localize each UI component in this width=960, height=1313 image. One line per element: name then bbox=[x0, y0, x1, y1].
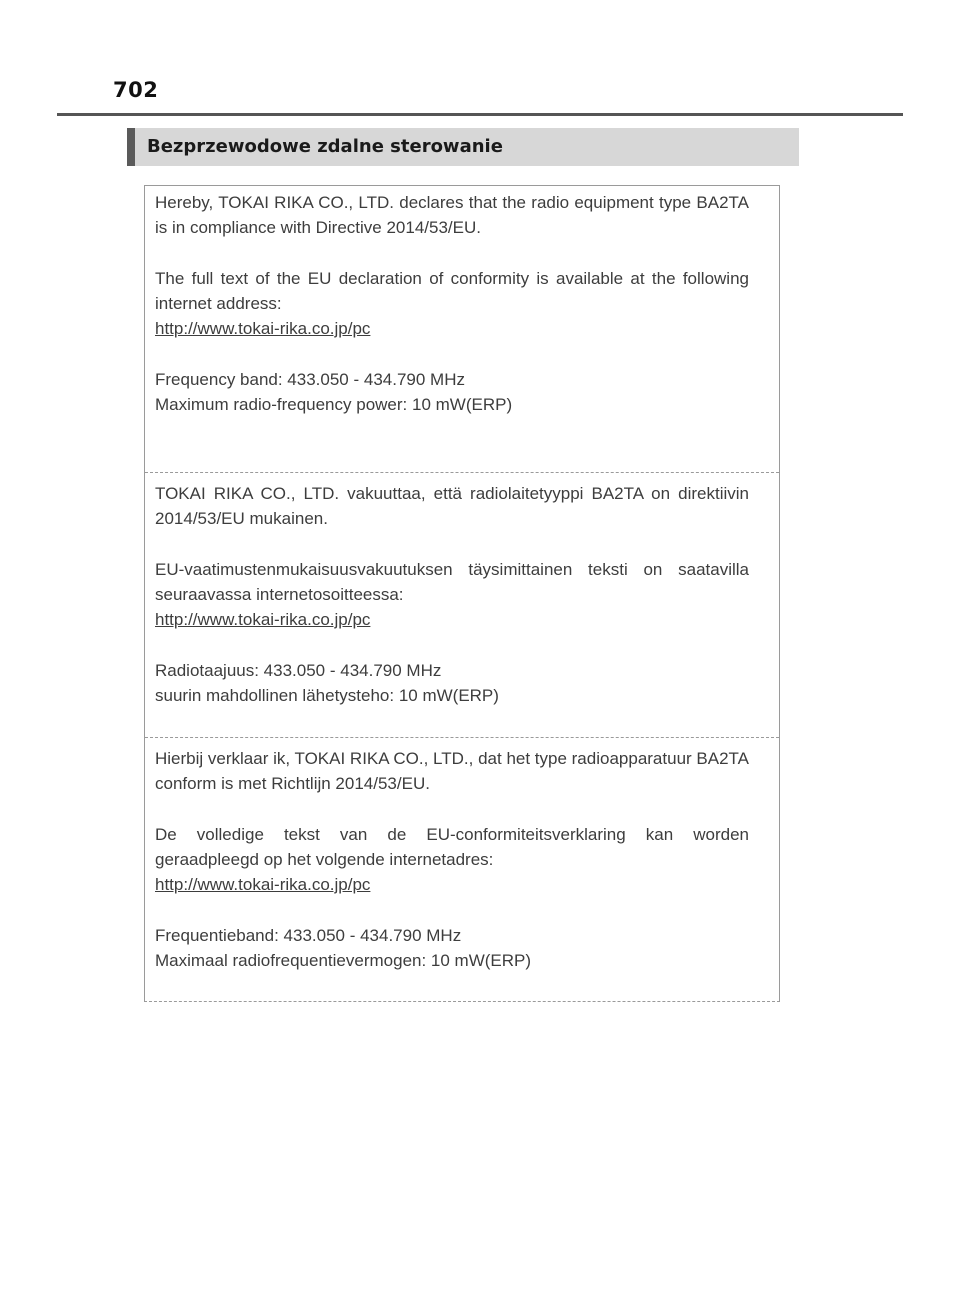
page-number: 702 bbox=[113, 78, 159, 102]
max-power: Maximum radio-frequency power: 10 mW(ERP) bbox=[155, 395, 513, 414]
frequency-band: Frequentieband: 433.050 - 434.790 MHz bbox=[155, 926, 462, 945]
max-power: Maximaal radiofrequentievermogen: 10 mW(ERP) bbox=[155, 951, 532, 970]
frequency-band: Radiotaajuus: 433.050 - 434.790 MHz bbox=[155, 661, 442, 680]
declaration-dutch bbox=[145, 737, 779, 1001]
declaration-english bbox=[145, 186, 779, 471]
declaration-finnish bbox=[145, 472, 779, 737]
declaration-url-link[interactable]: http://www.tokai-rika.co.jp/pc bbox=[155, 319, 371, 338]
declaration-url-link[interactable]: http://www.tokai-rika.co.jp/pc bbox=[155, 875, 371, 894]
declaration-statement: TOKAI RIKA CO., LTD. vakuuttaa, että radiolaitetyyppi BA2TA on direktiivin 2014/53/EU mukainen. bbox=[155, 484, 749, 528]
declaration-availability: EU-vaatimustenmukaisuusvakuutuksen täysimittainen teksti on saatavilla seuraavassa internetosoitteessa: bbox=[155, 560, 749, 604]
declaration-statement: Hereby, TOKAI RIKA CO., LTD. declares that the radio equipment type BA2TA is in compliance with Directive 2014/53/EU. bbox=[155, 193, 749, 237]
declaration-availability: De volledige tekst van de EU-conformiteitsverklaring kan worden geraadpleegd op het volgende internetadres: bbox=[155, 825, 749, 869]
section-title: Bezprzewodowe zdalne sterowanie bbox=[147, 136, 503, 157]
header-rule bbox=[57, 113, 903, 116]
declaration-url-link[interactable]: http://www.tokai-rika.co.jp/pc bbox=[155, 610, 371, 629]
declaration-statement: Hierbij verklaar ik, TOKAI RIKA CO., LTD., dat het type radioapparatuur BA2TA conform is met Richtlijn 2014/53/EU. bbox=[155, 749, 749, 793]
frequency-band: Frequency band: 433.050 - 434.790 MHz bbox=[155, 370, 465, 389]
declaration-availability: The full text of the EU declaration of conformity is available at the following internet address: bbox=[155, 269, 749, 313]
declaration-box bbox=[144, 185, 780, 1002]
section-heading bbox=[127, 128, 799, 166]
max-power: suurin mahdollinen lähetysteho: 10 mW(ERP) bbox=[155, 686, 499, 705]
